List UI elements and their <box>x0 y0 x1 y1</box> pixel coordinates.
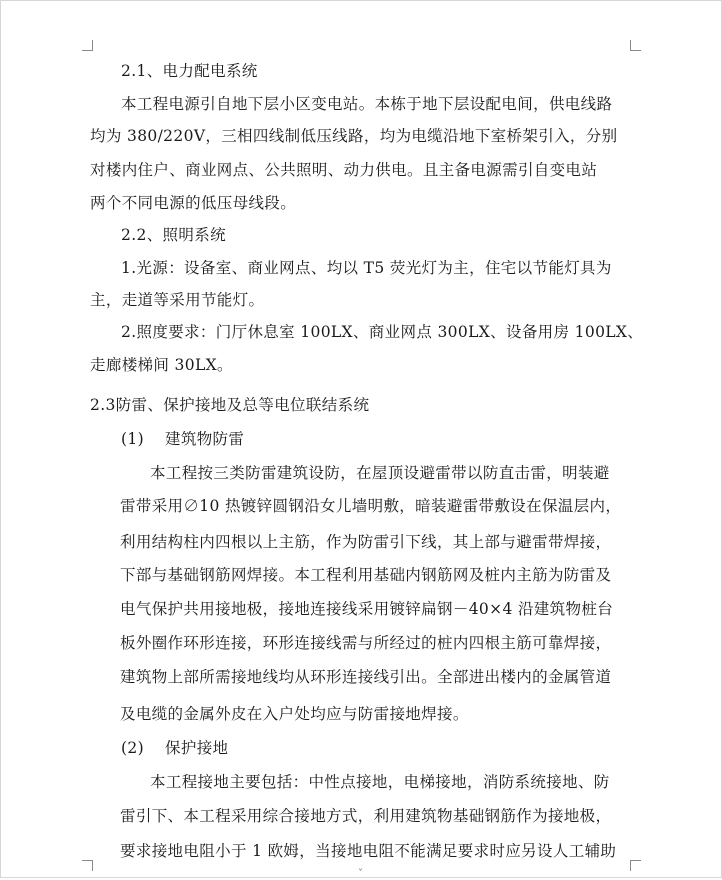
list-item-line: 主，走道等采用节能灯。 <box>90 291 265 309</box>
paragraph-line: 板外圈作环形连接，环形连接线需与所经过的桩内四根主筋可靠焊接， <box>120 634 612 652</box>
paragraph-line: 电气保护共用接地极，接地连接线采用镀锌扁钢－40×4 沿建筑物桩台 <box>120 600 614 618</box>
subheading-title: 保护接地 <box>165 739 229 757</box>
margin-corner-top-left <box>82 40 93 51</box>
list-item-line: 2.照度要求：门厅休息室 100LX、商业网点 300LX、设备用房 100LX、 <box>121 323 644 341</box>
paragraph-line: 及电缆的金属外皮在入户处均应与防雷接地焊接。 <box>120 705 469 723</box>
heading-2-3: 2.3防雷、保护接地及总等电位联结系统 <box>90 396 370 414</box>
paragraph-line: 雷引下、本工程采用综合接地方式，利用建筑物基础钢筋作为接地极， <box>120 807 612 825</box>
margin-corner-top-right <box>630 40 641 51</box>
paragraph-line: 雷带采用∅10 热镀锌圆钢沿女儿墙明敷，暗装避雷带敷设在保温层内， <box>120 497 622 515</box>
margin-corner-bottom-right <box>630 860 641 871</box>
paragraph-line: 要求接地电阻小于 1 欧姆，当接地电阻不能满足要求时应另设人工辅助 <box>120 842 617 860</box>
paragraph-line: 均为 380/220V，三相四线制低压线路，均为电缆沿地下室桥架引入，分别 <box>90 127 618 145</box>
subheading-number: (2) <box>121 739 145 757</box>
paragraph-line: 本工程接地主要包括：中性点接地，电梯接地，消防系统接地、防 <box>150 773 610 791</box>
paragraph-line: 两个不同电源的低压母线段。 <box>90 194 297 212</box>
paragraph-line: 本工程按三类防雷建筑设防，在屋顶设避雷带以防直击雷，明装避 <box>150 464 610 482</box>
paragraph-line: 建筑物上部所需接地线均从环形连接线引出。全部进出楼内的金属管道 <box>120 668 612 686</box>
heading-2-1: 2.1、电力配电系统 <box>121 62 258 80</box>
list-item-line: 走廊楼梯间 30LX。 <box>90 356 233 374</box>
paragraph-line: 本工程电源引自地下层小区变电站。本栋于地下层设配电间，供电线路 <box>121 95 613 113</box>
margin-corner-bottom-left <box>82 860 93 871</box>
paragraph-line: 对楼内住户、商业网点、公共照明、动力供电。且主备电源需引自变电站 <box>90 161 598 179</box>
page-edge-mark: ˇ <box>358 869 363 880</box>
paragraph-line: 下部与基础钢筋网焊接。本工程利用基础内钢筋网及桩内主筋为防雷及 <box>120 566 612 584</box>
heading-2-2: 2.2、照明系统 <box>121 226 226 244</box>
subheading-title: 建筑物防雷 <box>165 430 245 448</box>
paragraph-line: 利用结构柱内四根以上主筋，作为防雷引下线，其上部与避雷带焊接， <box>120 533 612 551</box>
list-item-line: 1.光源：设备室、商业网点、均以 T5 荧光灯为主，住宅以节能灯具为 <box>121 259 612 277</box>
subheading-number: (1) <box>121 430 145 448</box>
